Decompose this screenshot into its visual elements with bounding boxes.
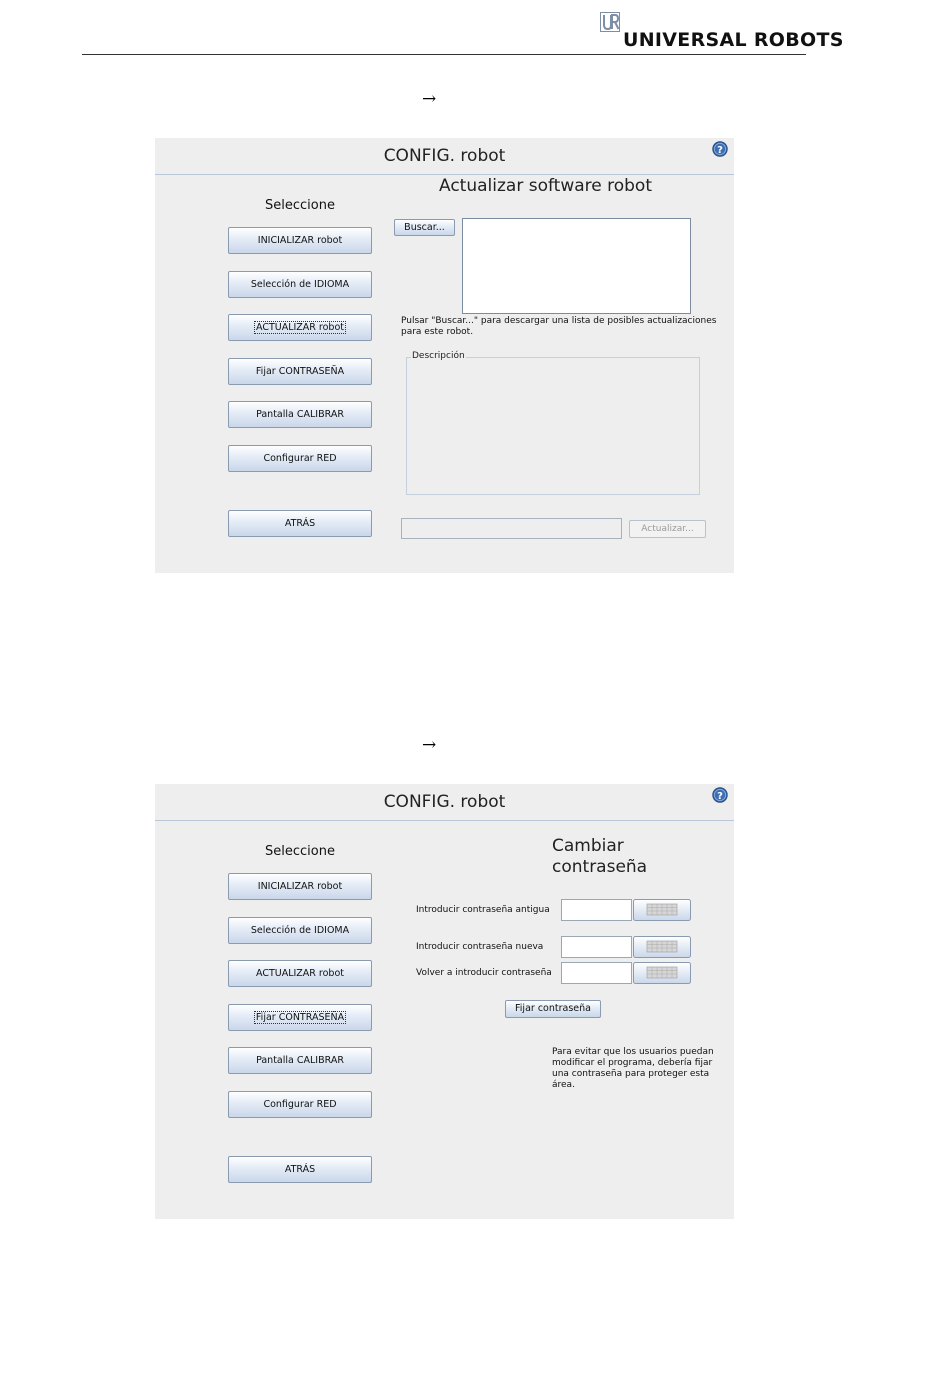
help-icon[interactable] xyxy=(712,141,728,157)
button-label: INICIALIZAR robot xyxy=(257,235,343,246)
robot-setup-panel-password xyxy=(155,784,734,1219)
back-button[interactable] xyxy=(228,1156,372,1183)
button-label: Selección de IDIOMA xyxy=(250,925,350,936)
menu-heading: Seleccione xyxy=(265,844,335,859)
brand-name: UNIVERSAL ROBOTS xyxy=(623,29,844,51)
set-password-menu-button[interactable] xyxy=(228,358,372,385)
keyboard-icon[interactable] xyxy=(633,899,691,921)
old-password-input[interactable] xyxy=(561,899,632,921)
description-legend: Descripción xyxy=(412,351,465,361)
init-robot-button[interactable] xyxy=(228,873,372,900)
new-password-input[interactable] xyxy=(561,936,632,958)
button-label: ACTUALIZAR robot xyxy=(255,968,345,979)
panel-divider xyxy=(155,820,734,821)
new-password-label: Introducir contraseña nueva xyxy=(416,942,544,952)
calibrate-screen-button[interactable] xyxy=(228,401,372,428)
content-title: Cambiar xyxy=(552,836,624,856)
description-group xyxy=(406,351,700,495)
button-label: ATRÁS xyxy=(284,1164,316,1175)
header-divider xyxy=(82,54,806,55)
button-label: Selección de IDIOMA xyxy=(250,279,350,290)
set-password-button[interactable]: Fijar contraseña xyxy=(505,1000,601,1018)
network-config-button[interactable] xyxy=(228,445,372,472)
button-label: ACTUALIZAR robot xyxy=(255,322,345,333)
update-robot-button[interactable] xyxy=(228,960,372,987)
button-label: Fijar CONTRASEÑA xyxy=(255,1012,345,1023)
button-label: Pantalla CALIBRAR xyxy=(256,409,344,420)
password-info-3: una contraseña para proteger esta xyxy=(552,1069,710,1079)
init-robot-button[interactable] xyxy=(228,227,372,254)
language-button[interactable] xyxy=(228,271,372,298)
password-info-2: modificar el programa, debería fijar xyxy=(552,1058,713,1068)
menu-heading: Seleccione xyxy=(265,198,335,213)
search-button[interactable]: Buscar... xyxy=(394,219,455,236)
help-icon[interactable] xyxy=(712,787,728,803)
svg-text:?: ? xyxy=(717,144,723,156)
password-info: Para evitar que los usuarios puedan xyxy=(552,1047,714,1057)
password-info-4: área. xyxy=(552,1080,575,1090)
update-progress-field xyxy=(401,518,622,539)
updates-list[interactable] xyxy=(462,218,691,314)
button-label: Fijar CONTRASEÑA xyxy=(255,366,345,377)
panel-title: CONFIG. robot xyxy=(383,146,506,166)
set-password-menu-button[interactable] xyxy=(228,1004,372,1031)
svg-text:?: ? xyxy=(717,790,723,802)
search-hint: Pulsar "Buscar..." para descargar una lista de posibles actualizaciones xyxy=(401,316,717,326)
button-label: Pantalla CALIBRAR xyxy=(256,1055,344,1066)
calibrate-screen-button[interactable] xyxy=(228,1047,372,1074)
arrow-symbol: → xyxy=(422,735,437,755)
panel-divider xyxy=(155,174,734,175)
search-hint-2: para este robot. xyxy=(401,327,474,337)
content-title: Actualizar software robot xyxy=(439,176,652,196)
button-label: Configurar RED xyxy=(263,1099,337,1110)
arrow-symbol: → xyxy=(422,89,437,109)
repeat-password-input[interactable] xyxy=(561,962,632,984)
back-button[interactable] xyxy=(228,510,372,537)
button-label: ATRÁS xyxy=(284,518,316,529)
button-label: INICIALIZAR robot xyxy=(257,881,343,892)
update-button: Actualizar... xyxy=(629,520,706,538)
network-config-button[interactable] xyxy=(228,1091,372,1118)
update-robot-button[interactable] xyxy=(228,314,372,341)
panel-title: CONFIG. robot xyxy=(383,792,506,812)
content-title-2: contraseña xyxy=(552,857,648,877)
button-label: Configurar RED xyxy=(263,453,337,464)
repeat-password-label: Volver a introducir contraseña xyxy=(416,968,552,978)
keyboard-icon[interactable] xyxy=(633,962,691,984)
robot-setup-panel-update xyxy=(155,138,734,573)
header-logo xyxy=(598,12,844,52)
language-button[interactable] xyxy=(228,917,372,944)
keyboard-icon[interactable] xyxy=(633,936,691,958)
ur-logo-icon xyxy=(600,12,620,32)
old-password-label: Introducir contraseña antigua xyxy=(416,905,550,915)
